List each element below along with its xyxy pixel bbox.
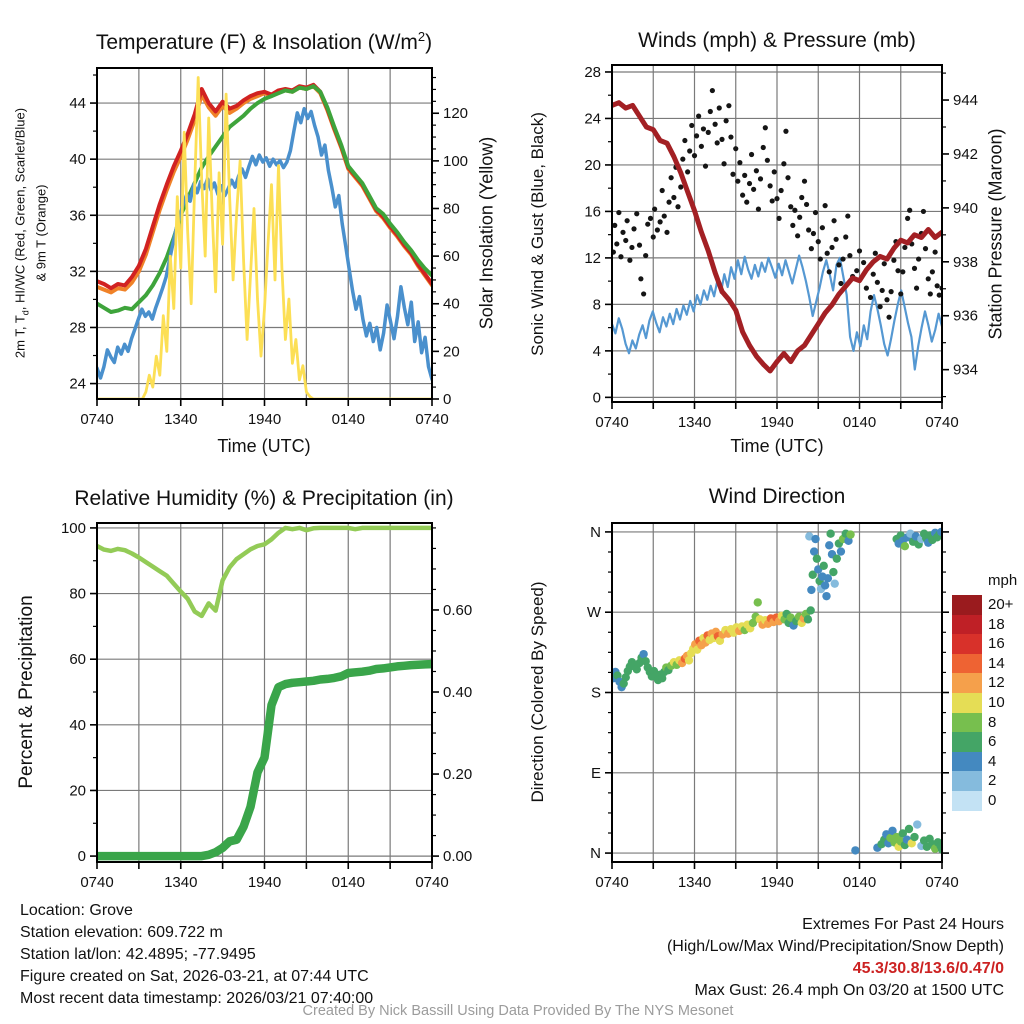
legend-swatch-18 bbox=[952, 615, 982, 635]
svg-text:28: 28 bbox=[69, 319, 86, 337]
svg-text:1940: 1940 bbox=[247, 411, 282, 428]
svg-text:0140: 0140 bbox=[331, 874, 365, 891]
svg-text:100: 100 bbox=[60, 519, 86, 537]
ylabel-insolation-right: Solar Insolation (Yellow) bbox=[476, 136, 497, 330]
svg-text:0740: 0740 bbox=[595, 414, 629, 431]
svg-text:20: 20 bbox=[584, 156, 601, 174]
extremes-subheading: (High/Low/Max Wind/Precipitation/Snow Depth) bbox=[666, 938, 1004, 955]
svg-text:24: 24 bbox=[584, 110, 601, 128]
svg-text:0740: 0740 bbox=[80, 411, 114, 428]
svg-text:40: 40 bbox=[69, 716, 86, 734]
svg-text:W: W bbox=[586, 604, 601, 622]
svg-text:0.20: 0.20 bbox=[443, 766, 473, 784]
svg-text:0740: 0740 bbox=[925, 414, 959, 431]
chart-humidity-precip bbox=[61, 520, 472, 891]
chart-winds-pressure bbox=[584, 64, 978, 431]
footer-location: Location: Grove bbox=[20, 902, 133, 919]
ylabel-direction: Direction (Colored By Speed) bbox=[528, 581, 547, 803]
legend-label-12: 12 bbox=[988, 674, 1005, 692]
title-temperature-insolation: Temperature (F) & Insolation $(W/m^2)$ bbox=[95, 29, 433, 54]
svg-text:60: 60 bbox=[69, 651, 86, 669]
legend-swatch-20+ bbox=[952, 595, 982, 615]
footer-timestamp: Most recent data timestamp: 2026/03/21 07:40:00 bbox=[20, 990, 374, 1007]
ylabel-pressure-right: Station Pressure (Maroon) bbox=[985, 128, 1006, 340]
title-wind-direction: Wind Direction bbox=[708, 485, 846, 508]
svg-text:80: 80 bbox=[443, 200, 460, 218]
title-humidity-precip: Relative Humidity (%) & Precipitation (in) bbox=[74, 487, 454, 510]
legend-swatch-14 bbox=[952, 654, 982, 674]
svg-text:944: 944 bbox=[953, 92, 979, 110]
max-gust: Max Gust: 26.4 mph On 03/20 at 1500 UTC bbox=[694, 982, 1004, 999]
legend-label-4: 4 bbox=[988, 752, 997, 770]
legend-swatch-16 bbox=[952, 634, 982, 654]
legend-swatch-0 bbox=[952, 791, 982, 811]
svg-text:4: 4 bbox=[592, 342, 601, 360]
legend-swatch-12 bbox=[952, 673, 982, 693]
legend-swatch-2 bbox=[952, 771, 982, 791]
chart-temperature-insolation bbox=[69, 68, 468, 428]
svg-text:0140: 0140 bbox=[842, 874, 877, 891]
svg-text:16: 16 bbox=[584, 203, 601, 221]
svg-text:20: 20 bbox=[443, 343, 460, 361]
title-winds-pressure: Winds (mph) & Pressure (mb) bbox=[638, 29, 916, 52]
svg-text:32: 32 bbox=[69, 263, 86, 281]
svg-text:S: S bbox=[590, 684, 601, 702]
legend-label-18: 18 bbox=[988, 615, 1005, 633]
footer-latlon: Station lat/lon: 42.4895; -77.9495 bbox=[20, 946, 256, 963]
svg-text:0740: 0740 bbox=[415, 874, 449, 891]
svg-text:1340: 1340 bbox=[677, 414, 712, 431]
ylabel-temperature-left: 2m T, $T_d$, HI/WC (Red, Green, Scarlet/Blue) & 9m T (Orange) bbox=[12, 107, 49, 359]
ylabel-percent-precip: Percent & Precipitation bbox=[16, 595, 37, 789]
svg-text:0740: 0740 bbox=[80, 874, 114, 891]
ylabel-wind-left: Sonic Wind & Gust (Blue, Black) bbox=[528, 112, 547, 356]
svg-text:80: 80 bbox=[69, 585, 86, 603]
legend-label-14: 14 bbox=[988, 654, 1005, 672]
svg-text:1340: 1340 bbox=[164, 411, 198, 428]
svg-text:12: 12 bbox=[584, 249, 601, 267]
footer-created: Figure created on Sat, 2026-03-21, at 07:44 UTC bbox=[20, 968, 369, 985]
svg-text:0: 0 bbox=[592, 389, 601, 407]
svg-text:N: N bbox=[590, 523, 601, 541]
svg-text:0740: 0740 bbox=[415, 411, 449, 428]
legend-swatch-4 bbox=[952, 752, 982, 772]
legend-label-6: 6 bbox=[988, 733, 997, 751]
svg-text:24: 24 bbox=[69, 375, 86, 393]
svg-text:0140: 0140 bbox=[842, 414, 877, 431]
svg-text:8: 8 bbox=[592, 296, 601, 314]
svg-text:1340: 1340 bbox=[677, 874, 712, 891]
svg-text:0.00: 0.00 bbox=[443, 848, 473, 866]
legend-swatch-8 bbox=[952, 713, 982, 733]
speed-legend-labels bbox=[988, 595, 1013, 811]
svg-text:40: 40 bbox=[69, 151, 86, 169]
xlabel-temperature: Time (UTC) bbox=[217, 436, 311, 456]
extremes-values: 45.3/30.8/13.6/0.47/0 bbox=[852, 960, 1004, 977]
svg-text:44: 44 bbox=[69, 95, 86, 113]
svg-text:120: 120 bbox=[443, 105, 469, 123]
legend-label-10: 10 bbox=[988, 693, 1005, 711]
svg-text:934: 934 bbox=[953, 361, 979, 379]
legend-swatch-10 bbox=[952, 693, 982, 713]
svg-text:N: N bbox=[590, 845, 601, 863]
svg-text:1940: 1940 bbox=[760, 874, 794, 891]
svg-text:938: 938 bbox=[953, 253, 979, 271]
svg-text:1940: 1940 bbox=[760, 414, 794, 431]
speed-legend-colorbar bbox=[952, 595, 982, 811]
svg-text:100: 100 bbox=[443, 152, 469, 170]
svg-text:942: 942 bbox=[953, 145, 979, 163]
footer-elevation: Station elevation: 609.722 m bbox=[20, 924, 223, 941]
svg-text:0: 0 bbox=[77, 848, 86, 866]
legend-label-2: 2 bbox=[988, 772, 997, 790]
chart-wind-direction bbox=[587, 523, 959, 891]
svg-text:36: 36 bbox=[69, 207, 86, 225]
extremes-heading: Extremes For Past 24 Hours bbox=[802, 916, 1004, 933]
legend-label-8: 8 bbox=[988, 713, 997, 731]
xlabel-winds: Time (UTC) bbox=[730, 436, 824, 456]
svg-text:936: 936 bbox=[953, 307, 979, 325]
svg-text:20: 20 bbox=[69, 782, 86, 800]
credit-line: Created By Nick Bassill Using Data Provided By The NYS Mesonet bbox=[302, 1003, 734, 1019]
svg-text:28: 28 bbox=[584, 63, 601, 81]
svg-text:0140: 0140 bbox=[331, 411, 365, 428]
legend-label-20+: 20+ bbox=[988, 596, 1014, 613]
svg-text:0.40: 0.40 bbox=[443, 684, 473, 702]
svg-text:40: 40 bbox=[443, 295, 460, 313]
svg-text:0740: 0740 bbox=[595, 874, 629, 891]
svg-text:0: 0 bbox=[443, 391, 452, 408]
svg-text:1940: 1940 bbox=[247, 874, 282, 891]
svg-text:940: 940 bbox=[953, 199, 979, 217]
svg-text:60: 60 bbox=[443, 248, 460, 266]
legend-swatch-6 bbox=[952, 732, 982, 752]
legend-title-mph: mph bbox=[988, 572, 1018, 589]
svg-text:0740: 0740 bbox=[925, 874, 959, 891]
legend-label-16: 16 bbox=[988, 635, 1005, 653]
svg-text:1340: 1340 bbox=[164, 874, 198, 891]
svg-text:E: E bbox=[590, 764, 601, 782]
svg-text:0.60: 0.60 bbox=[443, 601, 473, 619]
legend-label-0: 0 bbox=[988, 791, 997, 809]
